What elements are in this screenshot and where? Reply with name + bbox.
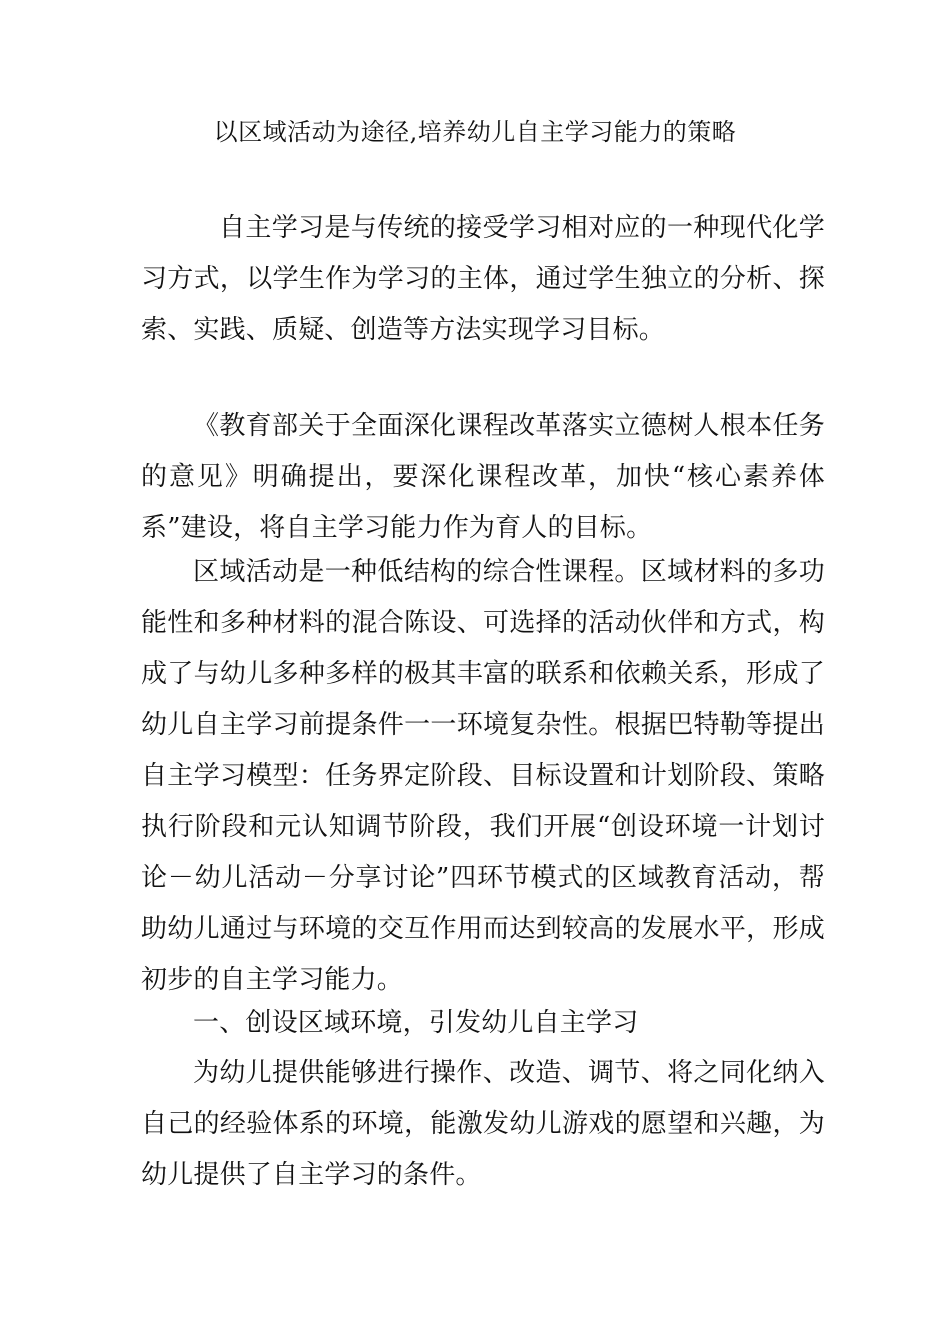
paragraph-intro: 自主学习是与传统的接受学习相对应的一种现代化学习方式，以学生作为学习的主体，通过学生独立的分析、探索、实践、质疑、创造等方法实现学习目标。	[141, 213, 825, 345]
paragraph-area-activity: 区域活动是一种低结构的综合性课程。区域材料的多功能性和多种材料的混合陈设、可选择的活动伙伴和方式，构成了与幼儿多种多样的极其丰富的联系和依赖关系，形成了幼儿自主学习前提条件一一环境复杂性。根据巴特勒等提出自主学习模型：任务界定阶段、目标设置和计划阶段、策略执行阶段和元认知调节阶段，我们开展“创设环境一计划讨论－幼儿活动－分享讨论”四环节模式的区域教育活动，帮助幼儿通过与环境的交互作用而达到较高的发展水平，形成初步的自主学习能力。	[141, 557, 825, 995]
section-heading-1: 一、创设区域环境，引发幼儿自主学习	[193, 1008, 639, 1038]
document-title: 以区域活动为途径,培养幼儿自主学习能力的策略	[213, 118, 737, 146]
paragraph-environment: 为幼儿提供能够进行操作、改造、调节、将之同化纳入自己的经验体系的环境，能激发幼儿游戏的愿望和兴趣，为幼儿提供了自主学习的条件。	[141, 1058, 825, 1190]
paragraph-policy: 《教育部关于全面深化课程改革落实立德树人根本任务的意见》明确提出，要深化课程改革，加快“核心素养体系”建设，将自主学习能力作为育人的目标。	[141, 411, 825, 543]
